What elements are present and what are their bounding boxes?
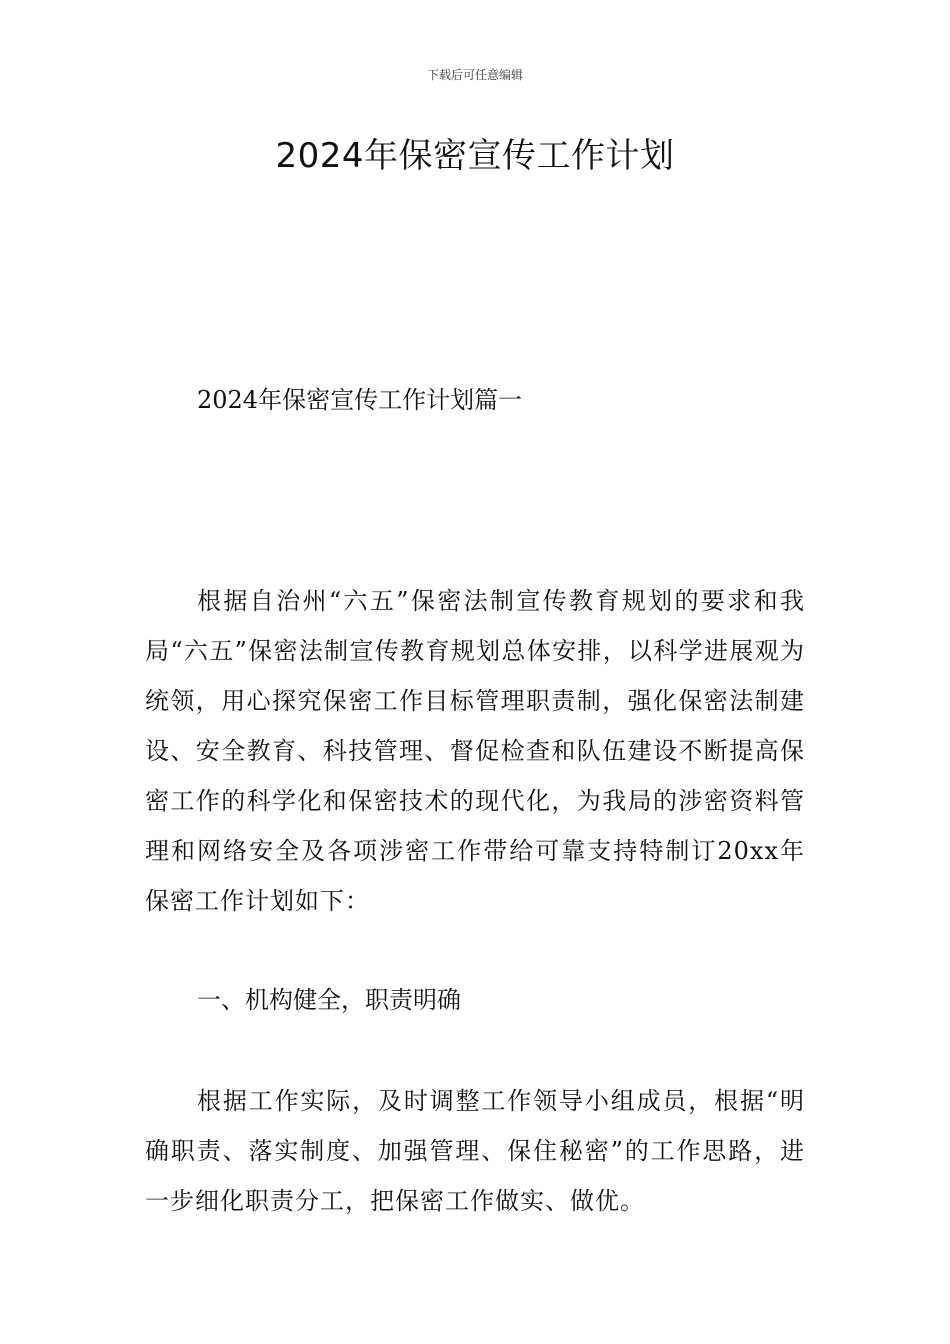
section-title: 2024年保密宣传工作计划篇一 bbox=[197, 386, 523, 414]
header-note: 下载后可任意编辑 bbox=[426, 68, 523, 82]
heading-organization: 一、机构健全，职责明确 bbox=[197, 986, 461, 1014]
paragraph-intro: 根据自治州“六五”保密法制宣传教育规划的要求和我局“六五”保密法制宣传教育规划总体安排，以科学进展观为统领，用心探究保密工作目标管理职责制，强化保密法制建设、安全教育、科技管理、督促检查和队伍建设不断提高保密工作的科学化和保密技术的现代化，为我局的涉密资料管理和网络安全及各项涉密工作带给可靠支持特制订20xx年保密工作计划如下： bbox=[145, 587, 805, 915]
document-title: 2024年保密宣传工作计划 bbox=[275, 136, 675, 176]
paragraph-organization: 根据工作实际，及时调整工作领导小组成员，根据“明确职责、落实制度、加强管理、保住秘密”的工作思路，进一步细化职责分工，把保密工作做实、做优。 bbox=[145, 1087, 805, 1215]
